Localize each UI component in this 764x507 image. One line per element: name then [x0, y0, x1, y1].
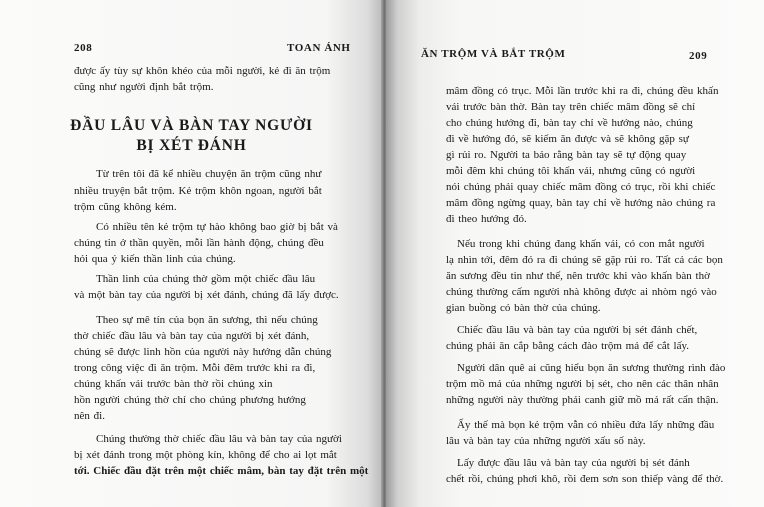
text-line: Ấy thế mà bọn kẻ trộm vẫn có nhiều đứa lấy những đầu	[457, 419, 715, 431]
text-line: lâu và bàn tay của những người xấu số này.	[446, 435, 646, 447]
text-line: đi theo hướng đó.	[446, 213, 527, 225]
text-line: Chiếc đầu lâu và bàn tay của người bị sét đánh chết,	[457, 324, 698, 336]
text-line: ăn sương đều tin như thế, nên trước khi vào khấn bàn thờ	[446, 270, 710, 282]
text-line: Chúng thường thờ chiếc đầu lâu và bàn tay của người	[96, 433, 342, 445]
text-line: cho chúng hướng đi, bàn tay chỉ về hướng nào, chúng	[446, 117, 693, 129]
text-line: Lấy được đầu lâu và bàn tay của người bị sét đánh	[457, 457, 690, 469]
text-line: Từ trên tôi đã kể nhiều chuyện ăn trộm cũng như	[96, 168, 322, 180]
text-line: chết rồi, chúng phơi khô, rồi đem sơn son thiếp vàng để thờ.	[446, 473, 724, 485]
text-line: cũng như người định bắt trộm.	[74, 81, 214, 93]
text-line: chúng phải ăn cắp bằng cách đào trộm mả để cắt lấy.	[446, 340, 690, 352]
text-line: nhiều truyện bắt trộm. Kẻ trộm khôn ngoan, người bắt	[74, 185, 322, 197]
chapter-title-line-1: ĐẦU LÂU VÀ BÀN TAY NGƯỜI	[70, 117, 313, 134]
text-line: đi về hướng đó, sẽ kiếm ăn được và sẽ không gặp sự	[446, 133, 689, 145]
text-line: hỏi qua ý kiến thần linh của chúng.	[74, 253, 236, 265]
page-number: 208	[74, 42, 93, 54]
page-number: 209	[689, 50, 708, 62]
text-line: thờ chiếc đầu lâu và bàn tay của người bị xét đánh,	[74, 330, 310, 342]
text-line: Nếu trong khi chúng đang khấn vái, có con mắt người	[457, 238, 705, 250]
text-line: bị xét đánh trong một phòng kín, không để cho ai lọt mắt	[74, 449, 337, 461]
text-line: mâm đồng ngừng quay, bàn tay chỉ về hướng nào chúng ra	[446, 197, 716, 209]
text-line: hồn người chúng thờ chỉ cho chúng phương hướng	[74, 394, 306, 406]
text-line: lạ nhìn tới, đêm đó ra đi chúng sẽ gặp rủi ro. Tất cả các bọn	[446, 254, 723, 266]
text-line: và một bàn tay của người bị xét đánh, chúng đã lấy được.	[74, 289, 339, 301]
text-line: mâm đồng có trục. Mỗi lần trước khi ra đi, chúng đều khấn	[446, 85, 719, 97]
text-line: chúng khấn vái trước bàn thờ rồi chúng xin	[74, 378, 273, 390]
chapter-title-line-2: BỊ XÉT ĐÁNH	[136, 137, 247, 154]
text-line: trộm cũng không kém.	[74, 201, 177, 213]
text-line: được ấy tùy sự khôn khéo của mỗi người, kẻ đi ăn trộm	[74, 65, 331, 77]
running-head: TOAN ÁNH	[287, 42, 351, 54]
text-line: nên đi.	[74, 410, 105, 422]
text-line: chúng sẽ được linh hồn của người này hướng dẫn chúng	[74, 346, 332, 358]
text-line: trộm mồ mả của những người bị sét, cho nên các thân nhân	[446, 378, 719, 390]
text-line: vái trước bàn thờ. Bàn tay trên chiếc mâm đồng sẽ chỉ	[446, 101, 696, 113]
text-line: những người này thường phải canh giữ mồ mả rất cẩn thận.	[446, 394, 719, 406]
text-line: Có nhiều tên kẻ trộm tự hào không bao giờ bị bắt và	[96, 221, 338, 233]
text-line: nói chúng phải quay chiếc mâm đồng có trục, rồi khi chiếc	[446, 181, 716, 193]
text-line: tới. Chiếc đầu đặt trên một chiếc mâm, bàn tay đặt trên một	[74, 465, 369, 477]
text-line: mỗi đêm khi chúng tôi khấn vái, nhưng cũng có người	[446, 165, 696, 177]
right-page	[386, 0, 764, 507]
running-head: ĂN TRỘM VÀ BẮT TRỘM	[421, 48, 566, 60]
text-line: Thần linh của chúng thờ gồm một chiếc đầu lâu	[96, 273, 316, 285]
text-line: Theo sự mê tín của bọn ăn sương, thì nếu chúng	[96, 314, 318, 326]
text-line: Người dân quê ai cũng hiểu bọn ăn sương thường rình đào	[457, 362, 726, 374]
text-line: gian buồng có bàn thờ của chúng.	[446, 302, 601, 314]
text-line: gì rủi ro. Người ta bảo rằng bàn tay sẽ tự động quay	[446, 149, 687, 161]
text-line: trong công việc đi ăn trộm. Mỗi đêm trước khi ra đi,	[74, 362, 316, 374]
text-line: chúng thường cấm người nhà không được ai nhòm ngó vào	[446, 286, 717, 298]
text-line: chúng tin ở thần quyền, mỗi lần hành động, chúng đều	[74, 237, 324, 249]
